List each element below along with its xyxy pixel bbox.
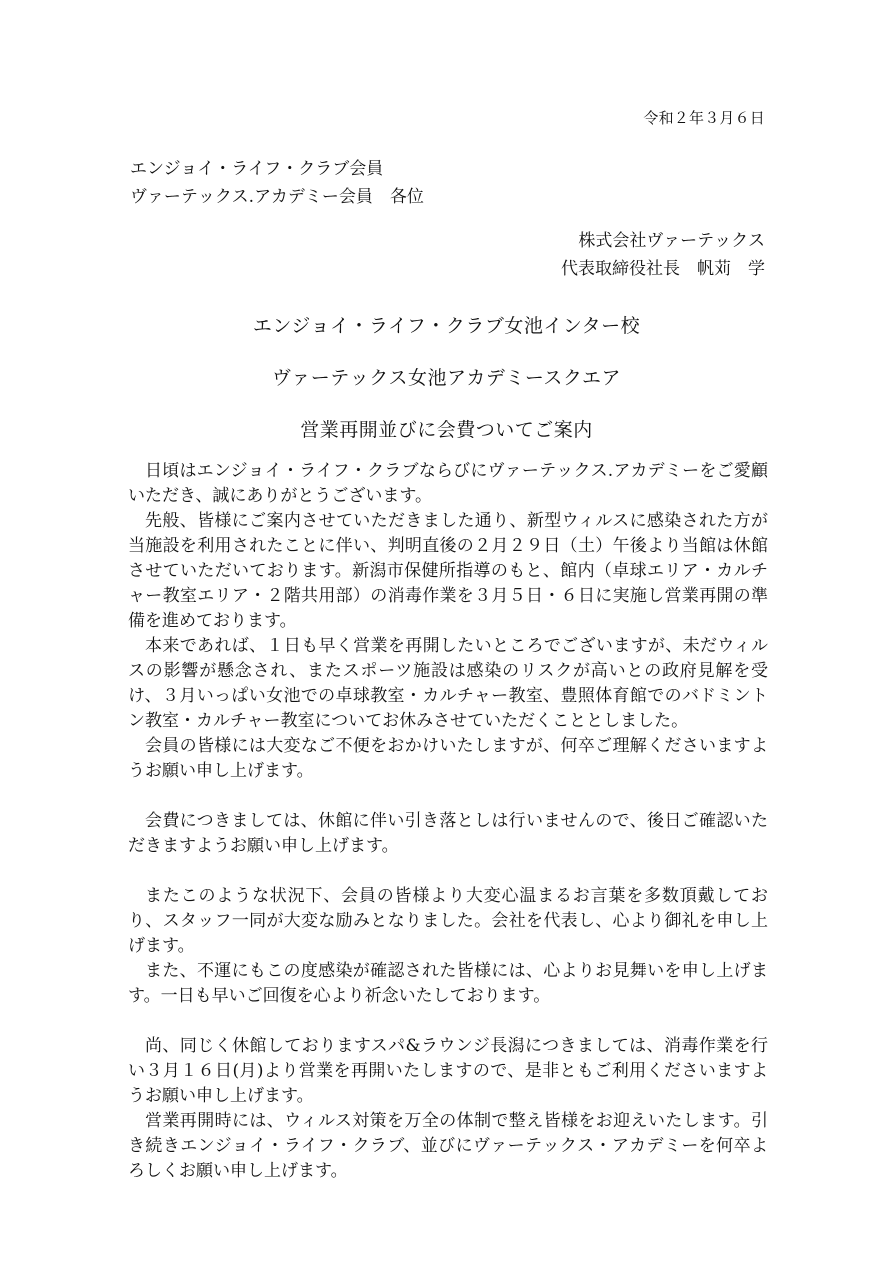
title-line: エンジョイ・ライフ・クラブ女池インター校 — [252, 315, 641, 337]
body-paragraph: 会費につきましては、休館に伴い引き落としは行いませんので、後日ご確認いただきますようお願い申し上げます。 — [128, 811, 768, 856]
title-line: ヴァーテックス女池アカデミースクエア — [271, 367, 622, 389]
body-paragraph: 営業再開時には、ウィルス対策を万全の体制で整え皆様をお迎えいたします。引き続きエンジョイ・ライフ・クラブ、並びにヴァーテックス・アカデミーを何卒よろしくお願い申し上げます。 — [128, 1111, 768, 1181]
body-paragraph: 尚、同じく休館しておりますスパ&ラウンジ長潟につきましては、消毒作業を行い３月１６日(月)より営業を再開いたしますので、是非ともご利用くださいますようお願い申し上げます。 — [128, 1036, 768, 1106]
body-paragraph: また、不運にもこの度感染が確認された皆様には、心よりお見舞いを申し上げます。一日も早いご回復を心より祈念いたしております。 — [128, 961, 768, 1006]
body-paragraph: 本来であれば、１日も早く営業を再開したいところでございますが、未だウィルスの影響が懸念され、またスポーツ施設は感染のリスクが高いとの政府見解を受け、３月いっぱい女池での卓球教室・カルチャー教室、豊照体育館でのバドミントン教室・カルチャー教室についてお休みさせていただくこととしました。 — [128, 636, 768, 731]
body-paragraph: 先般、皆様にご案内させていただきました通り、新型ウィルスに感染された方が当施設を利用されたことに伴い、判明直後の２月２９日（土）午後より当館は休館させていただいております。新潟市保健所指導のもと、館内（卓球エリア・カルチャー教室エリア・２階共用部）の消毒作業を３月５日・６日に実施し営業再開の準備を進めております。 — [128, 511, 768, 631]
paragraph-spacer — [128, 1009, 768, 1034]
paragraph-spacer — [128, 859, 768, 884]
recipient-line: エンジョイ・ライフ・クラブ会員 — [130, 159, 384, 179]
body-paragraph: 日頃はエンジョイ・ライフ・クラブならびにヴァーテックス.アカデミーをご愛顧いただき、誠にありがとうございます。 — [128, 461, 768, 506]
title-block — [0, 311, 893, 467]
sender-representative: 代表取締役社長 帆苅 学 — [561, 259, 765, 279]
sender-company: 株式会社ヴァーテックス — [578, 231, 765, 251]
letter-body — [128, 459, 768, 1184]
letter-date: 令和２年３月６日 — [643, 109, 765, 127]
body-paragraph: 会員の皆様には大変なご不便をおかけいたしますが、何卒ご理解くださいますようお願い申し上げます。 — [128, 736, 768, 781]
title-line: 営業再開並びに会費ついてご案内 — [300, 419, 593, 441]
recipient-block — [130, 155, 424, 211]
sender-block — [561, 227, 765, 283]
recipient-line: ヴァーテックス.アカデミー会員 各位 — [130, 187, 424, 207]
body-paragraph: またこのような状況下、会員の皆様より大変心温まるお言葉を多数頂戴しており、スタッフ一同が大変な励みとなりました。会社を代表し、心より御礼を申し上げます。 — [128, 886, 768, 956]
paragraph-spacer — [128, 784, 768, 809]
